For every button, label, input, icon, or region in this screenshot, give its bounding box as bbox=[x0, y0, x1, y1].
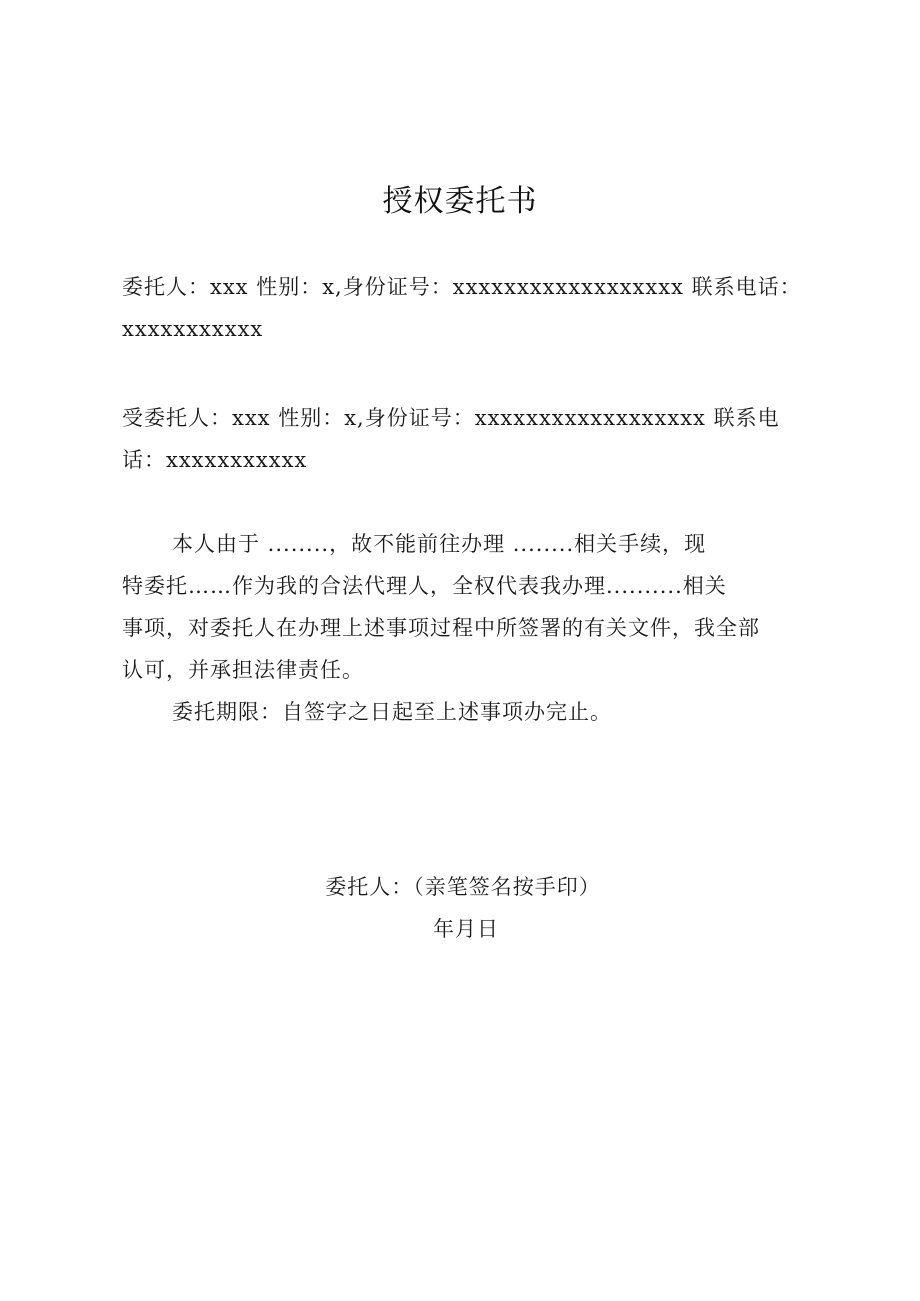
body-line-4: 认可，并承担法律责任。 bbox=[122, 658, 364, 682]
document-title: 授权委托书 bbox=[382, 184, 538, 219]
principal-info bbox=[122, 266, 802, 350]
body-line-3: 事项，对委托人在办理上述事项过程中所签署的有关文件，我全部 bbox=[122, 616, 760, 640]
agent-info-line-1: 受委托人：xxx 性别：x,身份证号：xxxxxxxxxxxxxxxxxx 联系电 bbox=[122, 406, 780, 430]
authorization-body bbox=[122, 523, 802, 733]
body-line-2: 特委托……作为我的合法代理人，全权代表我办理..........相关 bbox=[122, 574, 727, 598]
term-line: 委托期限：自签字之日起至上述事项办完止。 bbox=[172, 700, 612, 724]
agent-info bbox=[122, 397, 802, 481]
principal-info-line-2: xxxxxxxxxxx bbox=[122, 317, 264, 341]
signature-line: 委托人：（亲笔签名按手印） bbox=[325, 875, 601, 899]
agent-info-line-2: 话：xxxxxxxxxxx bbox=[122, 448, 308, 472]
date-line: 年月日 bbox=[433, 917, 499, 941]
body-line-1: 本人由于 ........，故不能前往办理 ........相关手续，现 bbox=[172, 532, 707, 556]
principal-info-line-1: 委托人：xxx 性别：x,身份证号：xxxxxxxxxxxxxxxxxx 联系电话： bbox=[122, 275, 802, 299]
